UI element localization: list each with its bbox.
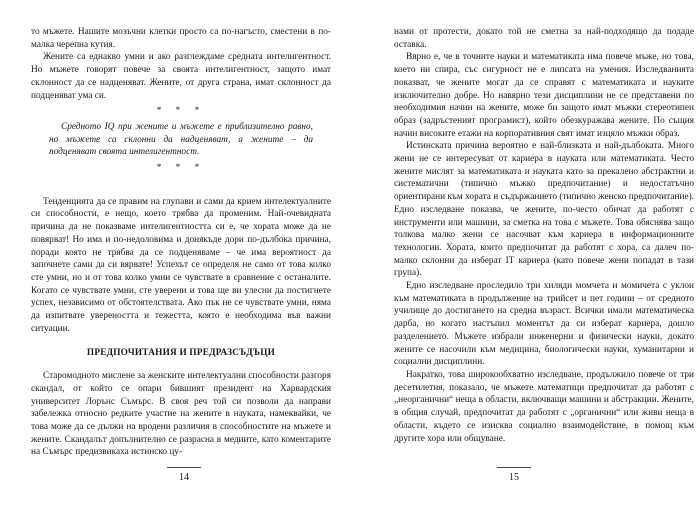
paragraph: Едно изследване проследило три хиляди момчета и момичета с уклон към математиката в продължение на трийсет и пет години – от средното училище до достигането на средна възраст. Всички имали математическа дарба, но когато настъпил моментът да си изберат кариера, дошло разделението. Мъжете избрали инженерни и физически науки, докато жените се насочили към медицина, биологически науки, хуманитарни и социални дисциплини. xyxy=(394,281,694,368)
left-page xyxy=(31,26,331,496)
paragraph: Жените са еднакво умни и ако разглеждаме средната интелигентност. Но мъжете говорят повече за своята интелигентност, защото имат склонност да се надценяват. Жените, от друга страна, имат склонност да подценяват ума си. xyxy=(31,52,331,101)
paragraph: Старомодното мислене за женските интелектуални способности разгоря скандал, от който се опари бившият президент на Харвардския университет Лорънс Съмърс. В своя реч той си позволи да направи забележка относно редките участие на жените в науката, намеквайки, че това може да се дължи на вродени различия в способностите на мъжете и жените. Скандалът допълнително се разрасна в медиите, като коментарите на Съмърс предизвикаха истинско цу- xyxy=(31,371,331,458)
paragraph: Накратко, това широкообхватно изследване, продължило повече от три десетилетия, показало, че мъжете математици предпочитат да работят с „неорганични“ неща в области, включващи машини и абстракции. Жените, в общия случай, предпочитат да работят с „органични“ или живи неща в области, където се изисква социално взаимодействие, в помощ към другите хора или общуване. xyxy=(394,369,694,444)
page-number: 14 xyxy=(179,472,189,483)
footer-rule xyxy=(497,467,531,468)
section-stars: * * * xyxy=(156,106,206,117)
footer-rule xyxy=(167,467,201,468)
paragraph: Вярно е, че в точните науки и математиката има повече мъже, но това, което ни спира, със сигурност не е липсата на умения. Изследванията показват, че жените могат да се справят с математиката и науките изключително добре. Но навярно тези дисциплини не се представени по необходимия начин на жените, може би защото имат мъжки стереотипен образ (задръстеният програмист), който обезкуражава жените. По същия начин високите етажи на корпоративния свят имат изцяло мъжки образ. xyxy=(394,52,694,139)
paragraph: Тенденцията да се правим на глупави и сами да крием интелектуалните си способности, е нещо, което трябва да променим. Най-очевидната причина да не показваме интелигентността си е, че хората може да не повярват! Но има и по-недоловима и донякъде дори по-дълбока причина, поради която не трябва да се подценяваме – че има вероятност да започнете сами да си вярвате! Успехът се определя не само от това колко сте умни, но и от това колко умни се чувствате в сравнение с останалите. Когато се чувствате умни, сте уверени и това ще ви улесни да постигнете успех, независимо от обстоятелствата. Ако пък не се чувствате умни, няма да изпитвате увереността и тежестта, която е необходима във важни ситуации. xyxy=(31,196,331,334)
pull-quote: Средното IQ при жените и мъжете е приблизително равно, но мъжете са склонни да надценяват, а жените – да подценяват своята интелигентност. xyxy=(49,121,313,158)
paragraph: Истинската причина вероятно е най-близката и най-дълбоката. Много жени не се интересуват от кариера в науката или математиката. Често жените мислят за математиката и науката като за прекалено абстрактни и систематични (типично мъжко предпочитание) и недостатъчно ориентирани към хората и съдържанието (типично женско предпочитание). Едно изследване показва, че жените, по-често обичат да работят с инструменти или машини, за сметка на това с мъжете. Това обяснява защо толкова малко жени се насочват към кариера в информационните технологии. Хората, които предпочитат да работят с хора, са далеч по-малко склонни да изберат IT кариера (като повече жени попадат в тази група). xyxy=(394,141,694,279)
paragraph: нами от протести, докато той не сметна за най-подходящо да подаде оставка. xyxy=(394,27,694,50)
page-number: 15 xyxy=(509,472,519,483)
paragraph: то мъжете. Нашите мозъчни клетки просто са по-нагъсто, сместени в по-малка черепна кутия. xyxy=(31,27,331,50)
section-stars: * * * xyxy=(156,163,206,174)
section-heading: ПРЕДПОЧИТАНИЯ И ПРЕДРАЗСЪДЪЦИ xyxy=(86,348,276,359)
right-page xyxy=(394,26,694,496)
